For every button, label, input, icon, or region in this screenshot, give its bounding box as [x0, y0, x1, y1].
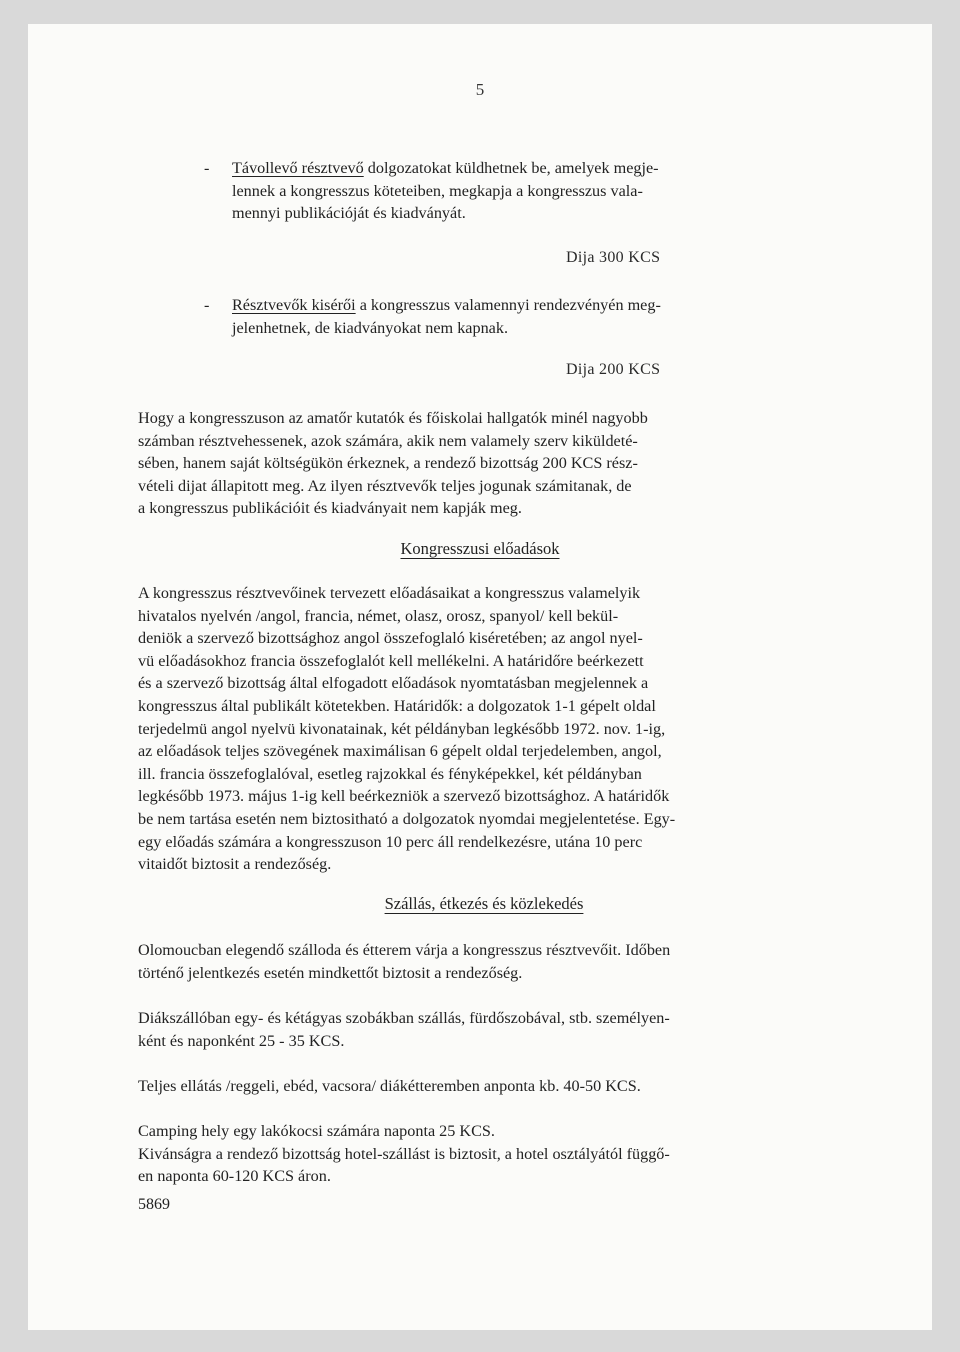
paragraph-line: legkésőbb 1973. május 1-ig kell beérkezniök a szervező bizottsághoz. A határidők: [138, 787, 670, 806]
paragraph-line: vü előadásokhoz francia összefoglalót kell mellékelni. A határidőre beérkezett: [138, 651, 644, 670]
absent-participants-line2: lennek a kongresszus köteteiben, megkapja a kongresszus vala-: [232, 181, 643, 200]
document-page: [28, 24, 932, 1330]
paragraph-line: a kongresszus publikációit és kiadványait nem kapják meg.: [138, 499, 522, 518]
student-hostel-paragraph: [138, 1007, 866, 1052]
paragraph-line: hivatalos nyelvén /angol, francia, német, olasz, orosz, spanyol/ kell bekül-: [138, 606, 619, 625]
paragraph-line: történő jelentkezés esetén mindkettőt biztosit a rendezőség.: [138, 963, 523, 982]
companions-term: Résztvevők kisérői: [232, 296, 356, 314]
paragraph-line: Diákszállóban egy- és kétágyas szobákban szállás, fürdőszobával, stb. személyen-: [138, 1009, 670, 1027]
camping-paragraph: [138, 1120, 866, 1188]
paragraph-line: egy előadás számára a kongresszuson 10 perc áll rendelkezésre, utána 10 perc: [138, 832, 643, 851]
paragraph-line: en naponta 60-120 KCS áron.: [138, 1167, 331, 1186]
paragraph-line: Hogy a kongresszuson az amatőr kutatók és főiskolai hallgatók minél nagyobb: [138, 409, 648, 427]
companions-text: [204, 294, 824, 339]
paragraph-line: ként és naponként 25 - 35 KCS.: [138, 1031, 345, 1050]
lectures-heading-text: Kongresszusi előadások: [400, 539, 560, 558]
paragraph-line: Kivánságra a rendező bizottság hotel-szállást is biztosit, a hotel osztályától függő-: [138, 1144, 670, 1163]
lectures-paragraph: [138, 582, 866, 876]
absent-participants-fee: Dija 300 KCS: [566, 249, 661, 266]
paragraph-line: terjedelmü angol nyelvü kivonatainak, két példányban legkésőbb 1972. nov. 1-ig,: [138, 719, 666, 738]
bullet-dash: -: [204, 159, 210, 177]
paragraph-line: Camping hely egy lakókocsi számára naponta 25 KCS.: [138, 1122, 495, 1140]
absent-participants-line3: mennyi publikációját és kiadványát.: [232, 204, 466, 223]
paragraph-line: sében, hanem saját költségükön érkeznek, a rendező bizottság 200 KCS rész-: [138, 454, 638, 473]
companions-fee: Dija 200 KCS: [566, 361, 661, 378]
absent-participants-text: [204, 157, 824, 225]
lectures-heading: [28, 539, 932, 559]
accommodation-heading-text: Szállás, étkezés és közlekedés: [384, 894, 584, 913]
accommodation-heading: [28, 894, 932, 914]
paragraph-line: Olomoucban elegendő szálloda és étterem várja a kongresszus résztvevőit. Időben: [138, 941, 671, 959]
absent-participants-line1: dolgozatokat küldhetnek be, amelyek megje-: [363, 159, 659, 177]
full-board-paragraph: [138, 1075, 866, 1098]
amateurs-paragraph: [138, 407, 866, 520]
accommodation-intro: [138, 939, 866, 984]
paragraph-line: az előadások teljes szövegének maximálisan 6 gépelt oldal terjedelemben, angol,: [138, 742, 662, 761]
paragraph-line: kongresszus által publikált kötetekben. Határidők: a dolgozatok 1-1 gépelt oldal: [138, 696, 656, 715]
paragraph-line: Teljes ellátás /reggeli, ebéd, vacsora/ diákétteremben anponta kb. 40-50 KCS.: [138, 1077, 641, 1095]
paragraph-line: és a szervező bizottság által elfogadott előadások nyomtatásban megjelennek a: [138, 674, 649, 693]
companions-line1: a kongresszus valamennyi rendezvényén meg-: [355, 296, 661, 314]
paragraph-line: számban résztvehessenek, azok számára, akik nem valamely szerv kiküldeté-: [138, 431, 638, 450]
companions-line2: jelenhetnek, de kiadványokat nem kapnak.: [232, 318, 508, 337]
document-code: 5869: [138, 1196, 170, 1213]
companions-item: [204, 294, 824, 339]
paragraph-line: ill. francia összefoglalóval, esetleg rajzokkal és fényképekkel, két példányban: [138, 764, 642, 783]
absent-participants-item: [204, 157, 824, 225]
bullet-dash: -: [204, 296, 210, 314]
paragraph-line: vitaidőt biztosit a rendezőség.: [138, 855, 332, 874]
paragraph-line: vételi dijat állapitott meg. Az ilyen résztvevők teljes jogunak számitanak, de: [138, 476, 632, 495]
paragraph-line: be nem tartása esetén nem biztositható a dolgozatok nyomdai megjelentetése. Egy-: [138, 809, 676, 828]
paragraph-line: deniök a szervező bizottsághoz angol összefoglaló kiséretében; az angol nyel-: [138, 629, 643, 648]
paragraph-line: A kongresszus résztvevőinek tervezett előadásaikat a kongresszus valamelyik: [138, 584, 641, 602]
page-number: 5: [475, 80, 485, 99]
absent-participants-term: Távollevő résztvevő: [232, 159, 364, 177]
